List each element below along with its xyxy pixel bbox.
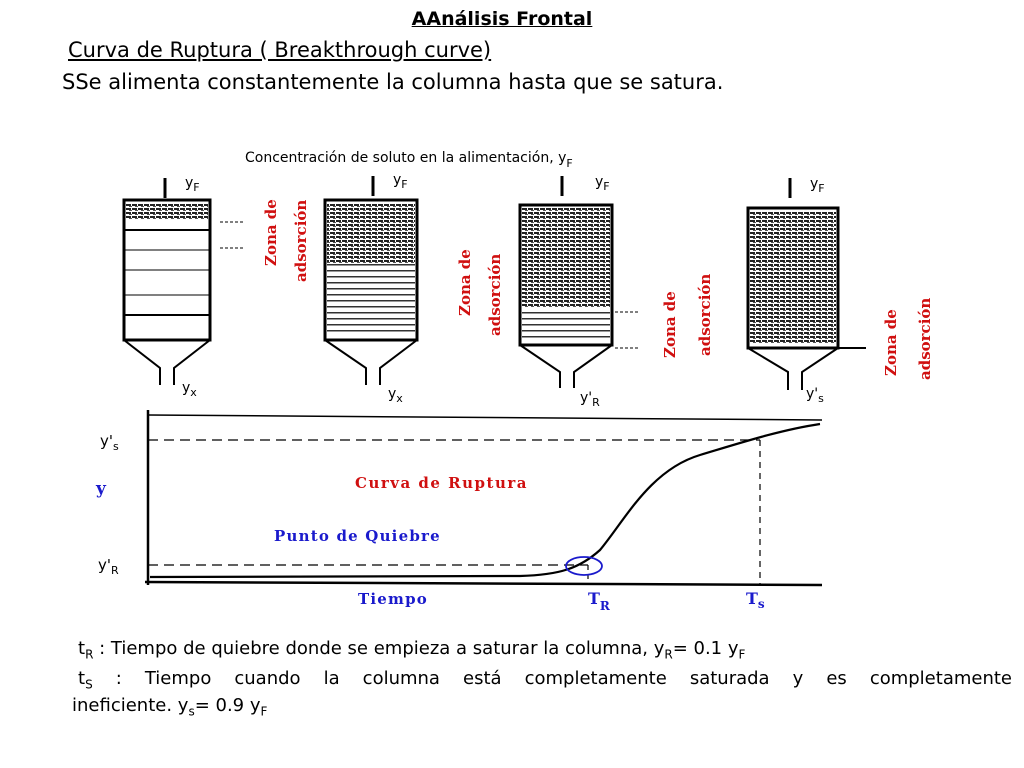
breakthrough-figure — [0, 130, 1024, 620]
t-r-label: $T_R$ — [588, 589, 610, 613]
feed-label: Concentración de soluto en la alimentación, $y_F$ — [245, 150, 573, 170]
definition-ts: $t_S$ : Tiempo cuando la columna está completamente saturada y es completamente — [78, 668, 1012, 692]
zone-label-3: Zona de — [661, 291, 679, 358]
column-4 — [748, 176, 934, 405]
breakthrough-curve — [150, 424, 820, 577]
zone-label-1b: adsorción — [292, 199, 310, 282]
y-tick-s: $y'_s$ — [100, 432, 119, 453]
column-3 — [520, 174, 714, 409]
svg-text:adsorción: adsorción — [916, 297, 934, 380]
t-s-label: $T_s$ — [746, 589, 765, 611]
column-1-outlet: $y_x$ — [182, 380, 197, 399]
intro-text: SSe alimenta constantemente la columna hasta que se satura. — [62, 70, 724, 94]
y-axis-label: y — [96, 479, 106, 499]
page-title: AAnálisis Frontal — [411, 8, 593, 30]
breakpoint-label: Punto de Quiebre — [274, 527, 441, 545]
svg-text:yx: $y_x$ — [388, 386, 403, 405]
breakthrough-chart — [95, 410, 822, 613]
zone-label-2: Zona de — [456, 249, 474, 316]
column-1-feed: $y_F$ — [185, 175, 200, 194]
y-tick-r: $y'_R$ — [98, 556, 119, 577]
zone-label-1: Zona de — [262, 199, 280, 266]
x-axis-label: Tiempo — [358, 590, 428, 608]
x-axis — [145, 582, 822, 585]
svg-text:adsorción: adsorción — [696, 273, 714, 356]
svg-text:yF: $y_F$ — [810, 176, 825, 195]
svg-text:adsorción: adsorción — [486, 253, 504, 336]
breakpoint-marker — [566, 557, 602, 575]
column-2 — [325, 172, 504, 405]
svg-text:yF: $y_F$ — [595, 174, 610, 193]
zone-label-4: Zona de — [882, 309, 900, 376]
svg-text:y's: $y'_s$ — [806, 386, 824, 405]
curve-label: Curva de Ruptura — [355, 474, 528, 492]
svg-text:y'R: $y'_R$ — [580, 390, 600, 409]
svg-text:yF: $y_F$ — [393, 172, 408, 191]
definition-tr: $t_R$ : Tiempo de quiebre donde se empieza a saturar la columna, $y_R= 0.1$ $y_F$ — [78, 638, 746, 662]
column-1 — [124, 175, 310, 399]
subtitle: Curva de Ruptura ( Breakthrough curve) — [68, 38, 492, 62]
definition-ts-cont: ineficiente. $y_s= 0.9$ $y_F$ — [72, 695, 268, 719]
